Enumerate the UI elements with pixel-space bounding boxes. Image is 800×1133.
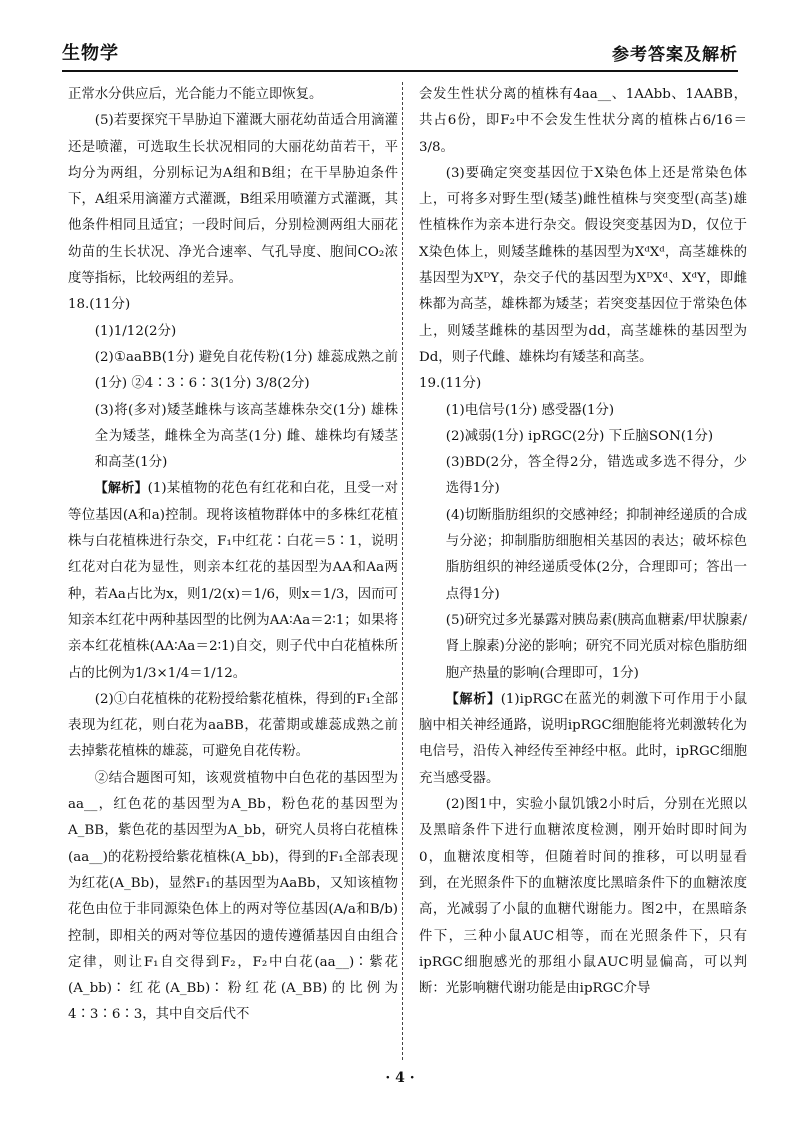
paragraph — [419, 608, 747, 687]
paragraph-text: (3)BD(2分，答全得2分，错选或多选不得分，少选得1分) — [445, 455, 747, 497]
page-number: · 4 · — [385, 1070, 415, 1086]
paragraph-text: (1)某植物的花色有红花和白花，且受一对等位基因(A和a)控制。现将该植物群体中的多株红花植株与白花植株进行杂交，F₁中红花∶白花＝5∶1，说明红花对白花为显性，则亲本红花的基因型为AA和Aa两种，若Aa占比为x，则1/2(x)＝1/6，则x＝1/3，因而可知亲本红花中两种基因型的比例为AA∶Aa＝2∶1；如果将亲本红花植株(AA∶Aa＝2∶1)自交，则子代中白花植株所占的比例为1/3×1/4＝1/12。 — [68, 481, 398, 681]
paragraph — [68, 687, 398, 766]
paragraph — [68, 82, 398, 108]
paragraph-text: (3)要确定突变基因位于X染色体上还是常染色体上，可将多对野生型(矮茎)雌性植株与突变型(高茎)雄性植株作为亲本进行杂交。假设突变基因为D，仅位于X染色体上，则矮茎雌株的基因型为XᵈXᵈ，高茎雄株的基因型为XᴰY，杂交子代的基因型为XᴰXᵈ、XᵈY，即雌株都为高茎，雄株都为矮茎；若突变基因位于常染色体上，则矮茎雌株的基因型为dd，高茎雄株的基因型为Dd，则子代雌、雄株均有矮茎和高茎。 — [419, 165, 747, 365]
paragraph-text: (4)切断脂肪组织的交感神经；抑制神经递质的合成与分泌；抑制脂肪细胞相关基因的表达；破坏棕色脂肪组织的神经递质受体(2分，合理即可；答出一点得1分) — [445, 507, 747, 602]
paragraph — [419, 792, 747, 1002]
paragraph-text: (1)ipRGC在蓝光的刺激下可作用于小鼠脑中相关神经通路，说明ipRGC细胞能将光刺激转化为电信号，沿传入神经传至神经中枢。此时，ipRGC细胞充当感受器。 — [419, 691, 747, 786]
left-column — [68, 82, 398, 1029]
paragraph — [68, 345, 398, 398]
page-header — [62, 40, 738, 72]
paragraph — [419, 82, 747, 161]
column-divider — [402, 82, 403, 1060]
paragraph — [419, 424, 747, 450]
paragraph — [419, 503, 747, 608]
paragraph-text: (1)1/12(2分) — [94, 323, 177, 339]
paragraph-text: 会发生性状分离的植株有4aa__、1AAbb、1AABB，共占6份，即F₂中不会发生性状分离的植株占6/16＝3/8。 — [419, 87, 747, 155]
paragraph — [419, 687, 747, 792]
analysis-tag: 【解析】 — [94, 481, 148, 497]
paragraph — [68, 766, 398, 1029]
paragraph-text: (2)减弱(1分) ipRGC(2分) 下丘脑SON(1分) — [445, 428, 714, 444]
paragraph-text: (5)若要探究干旱胁迫下灌溉大丽花幼苗适合用滴灌还是喷灌，可选取生长状况相同的大丽花幼苗若干，平均分为两组，分别标记为A组和B组；在干旱胁迫条件下，A组采用滴灌方式灌溉，B组采用喷灌方式灌溉，其他条件相同且适宜；一段时间后，分别检测两组大丽花幼苗的生长状况、净光合速率、气孔导度、胞间CO₂浓度等指标，比较两组的差异。 — [68, 113, 398, 287]
paragraph-text: 18.(11分) — [68, 297, 131, 313]
paragraph — [419, 371, 747, 397]
section-title: 参考答案及解析 — [612, 45, 738, 65]
paragraph-text: (5)研究过多光暴露对胰岛素(胰高血糖素/甲状腺素/肾上腺素)分泌的影响；研究不同光质对棕色脂肪细胞产热量的影响(合理即可，1分) — [445, 612, 747, 681]
right-column — [419, 82, 747, 1002]
paragraph — [419, 398, 747, 424]
paragraph-text: (2)①白花植株的花粉授给紫花植株，得到的F₁全部表现为红花，则白花为aaBB，花蕾期或雄蕊成熟之前去掉紫花植株的雄蕊，可避免自花传粉。 — [68, 691, 398, 760]
paragraph-text: (2)图1中，实验小鼠饥饿2小时后，分别在光照以及黑暗条件下进行血糖浓度检测，刚开始时即时间为0，血糖浓度相等，但随着时间的推移，可以明显看到，在光照条件下的血糖浓度比黑暗条件下的血糖浓度高，光减弱了小鼠的血糖代谢能力。图2中，在黑暗条件下，三种小鼠AUC相等，而在光照条件下，只有ipRGC细胞感光的那组小鼠AUC明显偏高，可以判断：光影响糖代谢功能是由ipRGC介导 — [419, 797, 747, 997]
paragraph-text: (3)将(多对)矮茎雌株与该高茎雄株杂交(1分) 雄株全为矮茎，雌株全为高茎(1分) 雌、雄株均有矮茎和高茎(1分) — [94, 402, 398, 471]
paragraph-text: ②结合题图可知，该观赏植物中白色花的基因型为aa__，红色花的基因型为A_Bb，粉色花的基因型为A_BB，紫色花的基因型为A_bb，研究人员将白花植株(aa__)的花粉授给紫花植株(A_bb)，得到的F₁全部表现为红花(A_Bb)，显然F₁的基因型为AaBb，又知该植物花色由位于非同源染色体上的两对等位基因(A/a和B/b)控制，即相关的两对等位基因的遗传遵循基因自由组合定律，则让F₁自交得到F₂，F₂中白花(aa__)∶紫花(A_bb)∶红花(A_Bb)∶粉红花(A_BB)的比例为4∶3∶6∶3，其中自交后代不 — [68, 770, 398, 1023]
paragraph — [68, 398, 398, 477]
paragraph — [419, 161, 747, 371]
paragraph — [68, 292, 398, 318]
paragraph-text: 19.(11分) — [419, 376, 482, 392]
analysis-tag: 【解析】 — [445, 691, 501, 707]
paragraph-text: 正常水分供应后，光合能力不能立即恢复。 — [68, 87, 323, 102]
paragraph — [419, 450, 747, 503]
paragraph-text: (2)①aaBB(1分) 避免自花传粉(1分) 雄蕊成熟之前(1分) ②4∶3∶6∶3(1分) 3/8(2分) — [94, 349, 398, 392]
paragraph — [68, 108, 398, 292]
paragraph — [68, 319, 398, 345]
paragraph — [68, 476, 398, 686]
subject-title: 生物学 — [62, 43, 119, 64]
paragraph-text: (1)电信号(1分) 感受器(1分) — [445, 402, 615, 418]
